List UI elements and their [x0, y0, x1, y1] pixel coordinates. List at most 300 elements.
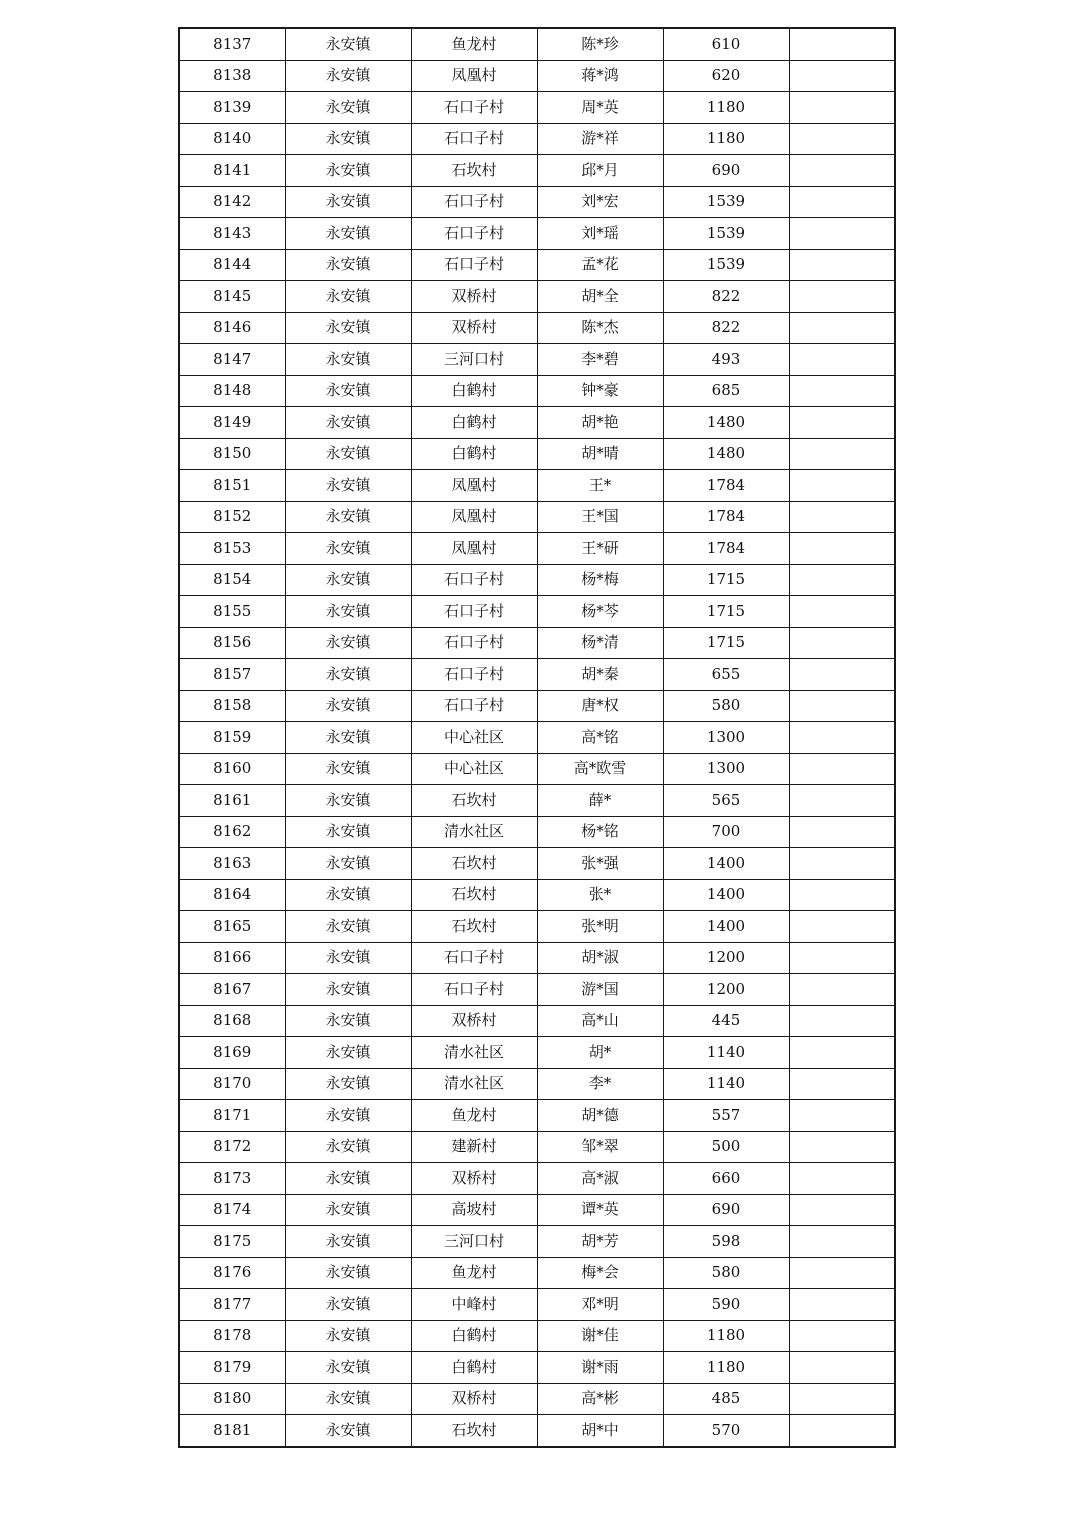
table-row [179, 1100, 895, 1132]
note-cell [789, 722, 895, 754]
village-cell: 凤凰村 [411, 60, 537, 92]
row-number-cell: 8169 [179, 1037, 285, 1069]
village-cell: 石口子村 [411, 690, 537, 722]
town-cell: 永安镇 [285, 92, 411, 124]
amount-cell: 700 [663, 816, 789, 848]
village-cell: 凤凰村 [411, 533, 537, 565]
amount-cell: 590 [663, 1289, 789, 1321]
note-cell [789, 533, 895, 565]
village-cell: 双桥村 [411, 1383, 537, 1415]
town-cell: 永安镇 [285, 564, 411, 596]
note-cell [789, 596, 895, 628]
table-row [179, 1194, 895, 1226]
amount-cell: 1715 [663, 627, 789, 659]
village-cell: 清水社区 [411, 816, 537, 848]
town-cell: 永安镇 [285, 28, 411, 60]
table-row [179, 375, 895, 407]
village-cell: 石口子村 [411, 942, 537, 974]
town-cell: 永安镇 [285, 60, 411, 92]
row-number-cell: 8168 [179, 1005, 285, 1037]
note-cell [789, 92, 895, 124]
note-cell [789, 1383, 895, 1415]
row-number-cell: 8162 [179, 816, 285, 848]
table-row [179, 816, 895, 848]
amount-cell: 685 [663, 375, 789, 407]
village-cell: 石口子村 [411, 627, 537, 659]
amount-cell: 1784 [663, 533, 789, 565]
table-row [179, 249, 895, 281]
note-cell [789, 60, 895, 92]
amount-cell: 557 [663, 1100, 789, 1132]
name-cell: 王*国 [537, 501, 663, 533]
amount-cell: 493 [663, 344, 789, 376]
note-cell [789, 816, 895, 848]
amount-cell: 690 [663, 155, 789, 187]
town-cell: 永安镇 [285, 1320, 411, 1352]
village-cell: 石口子村 [411, 92, 537, 124]
amount-cell: 1140 [663, 1037, 789, 1069]
roster-table-body [179, 28, 895, 1447]
town-cell: 永安镇 [285, 785, 411, 817]
amount-cell: 655 [663, 659, 789, 691]
village-cell: 双桥村 [411, 1005, 537, 1037]
name-cell: 梅*会 [537, 1257, 663, 1289]
name-cell: 胡*德 [537, 1100, 663, 1132]
village-cell: 白鹤村 [411, 1320, 537, 1352]
amount-cell: 1140 [663, 1068, 789, 1100]
table-row [179, 1320, 895, 1352]
name-cell: 谢*雨 [537, 1352, 663, 1384]
village-cell: 石口子村 [411, 974, 537, 1006]
name-cell: 张*明 [537, 911, 663, 943]
town-cell: 永安镇 [285, 249, 411, 281]
row-number-cell: 8152 [179, 501, 285, 533]
amount-cell: 1200 [663, 974, 789, 1006]
note-cell [789, 690, 895, 722]
row-number-cell: 8173 [179, 1163, 285, 1195]
table-row [179, 92, 895, 124]
village-cell: 白鹤村 [411, 1352, 537, 1384]
town-cell: 永安镇 [285, 218, 411, 250]
row-number-cell: 8151 [179, 470, 285, 502]
table-row [179, 470, 895, 502]
table-row [179, 1383, 895, 1415]
town-cell: 永安镇 [285, 848, 411, 880]
village-cell: 石坎村 [411, 879, 537, 911]
row-number-cell: 8142 [179, 186, 285, 218]
note-cell [789, 564, 895, 596]
table-row [179, 1131, 895, 1163]
name-cell: 胡*艳 [537, 407, 663, 439]
name-cell: 胡*中 [537, 1415, 663, 1447]
name-cell: 薛* [537, 785, 663, 817]
village-cell: 中心社区 [411, 753, 537, 785]
name-cell: 胡*全 [537, 281, 663, 313]
table-row [179, 659, 895, 691]
amount-cell: 598 [663, 1226, 789, 1258]
name-cell: 张*强 [537, 848, 663, 880]
amount-cell: 1715 [663, 596, 789, 628]
row-number-cell: 8143 [179, 218, 285, 250]
table-row [179, 785, 895, 817]
amount-cell: 565 [663, 785, 789, 817]
table-row [179, 879, 895, 911]
table-row [179, 407, 895, 439]
name-cell: 蒋*鸿 [537, 60, 663, 92]
village-cell: 双桥村 [411, 1163, 537, 1195]
note-cell [789, 1068, 895, 1100]
table-row [179, 1068, 895, 1100]
note-cell [789, 438, 895, 470]
amount-cell: 445 [663, 1005, 789, 1037]
row-number-cell: 8160 [179, 753, 285, 785]
table-row [179, 1163, 895, 1195]
note-cell [789, 1257, 895, 1289]
name-cell: 刘*瑶 [537, 218, 663, 250]
table-row [179, 1005, 895, 1037]
name-cell: 高*彬 [537, 1383, 663, 1415]
table-row [179, 123, 895, 155]
amount-cell: 1300 [663, 753, 789, 785]
row-number-cell: 8144 [179, 249, 285, 281]
town-cell: 永安镇 [285, 470, 411, 502]
note-cell [789, 1289, 895, 1321]
name-cell: 孟*花 [537, 249, 663, 281]
name-cell: 高*铭 [537, 722, 663, 754]
name-cell: 胡* [537, 1037, 663, 1069]
village-cell: 石口子村 [411, 659, 537, 691]
note-cell [789, 501, 895, 533]
amount-cell: 1180 [663, 92, 789, 124]
table-row [179, 28, 895, 60]
town-cell: 永安镇 [285, 627, 411, 659]
town-cell: 永安镇 [285, 659, 411, 691]
note-cell [789, 344, 895, 376]
town-cell: 永安镇 [285, 690, 411, 722]
name-cell: 谢*佳 [537, 1320, 663, 1352]
village-cell: 石坎村 [411, 1415, 537, 1447]
row-number-cell: 8154 [179, 564, 285, 596]
table-row [179, 281, 895, 313]
note-cell [789, 1415, 895, 1447]
row-number-cell: 8164 [179, 879, 285, 911]
name-cell: 邓*明 [537, 1289, 663, 1321]
note-cell [789, 911, 895, 943]
amount-cell: 570 [663, 1415, 789, 1447]
row-number-cell: 8155 [179, 596, 285, 628]
amount-cell: 1539 [663, 249, 789, 281]
note-cell [789, 1226, 895, 1258]
table-row [179, 1289, 895, 1321]
name-cell: 钟*豪 [537, 375, 663, 407]
row-number-cell: 8179 [179, 1352, 285, 1384]
village-cell: 石口子村 [411, 218, 537, 250]
note-cell [789, 186, 895, 218]
town-cell: 永安镇 [285, 186, 411, 218]
name-cell: 胡*秦 [537, 659, 663, 691]
row-number-cell: 8153 [179, 533, 285, 565]
row-number-cell: 8148 [179, 375, 285, 407]
row-number-cell: 8158 [179, 690, 285, 722]
name-cell: 杨*梅 [537, 564, 663, 596]
name-cell: 王* [537, 470, 663, 502]
note-cell [789, 1005, 895, 1037]
row-number-cell: 8140 [179, 123, 285, 155]
name-cell: 邱*月 [537, 155, 663, 187]
name-cell: 谭*英 [537, 1194, 663, 1226]
town-cell: 永安镇 [285, 974, 411, 1006]
town-cell: 永安镇 [285, 1005, 411, 1037]
town-cell: 永安镇 [285, 123, 411, 155]
note-cell [789, 1194, 895, 1226]
town-cell: 永安镇 [285, 596, 411, 628]
name-cell: 陈*杰 [537, 312, 663, 344]
table-row [179, 942, 895, 974]
village-cell: 中峰村 [411, 1289, 537, 1321]
table-row [179, 1257, 895, 1289]
town-cell: 永安镇 [285, 1383, 411, 1415]
note-cell [789, 974, 895, 1006]
name-cell: 李* [537, 1068, 663, 1100]
amount-cell: 500 [663, 1131, 789, 1163]
town-cell: 永安镇 [285, 1131, 411, 1163]
row-number-cell: 8174 [179, 1194, 285, 1226]
note-cell [789, 1320, 895, 1352]
note-cell [789, 249, 895, 281]
village-cell: 石口子村 [411, 249, 537, 281]
amount-cell: 580 [663, 690, 789, 722]
town-cell: 永安镇 [285, 407, 411, 439]
town-cell: 永安镇 [285, 1194, 411, 1226]
town-cell: 永安镇 [285, 1257, 411, 1289]
name-cell: 李*碧 [537, 344, 663, 376]
name-cell: 杨*清 [537, 627, 663, 659]
name-cell: 胡*淑 [537, 942, 663, 974]
row-number-cell: 8159 [179, 722, 285, 754]
name-cell: 高*淑 [537, 1163, 663, 1195]
amount-cell: 1400 [663, 879, 789, 911]
amount-cell: 822 [663, 281, 789, 313]
table-row [179, 974, 895, 1006]
amount-cell: 1200 [663, 942, 789, 974]
note-cell [789, 879, 895, 911]
row-number-cell: 8165 [179, 911, 285, 943]
note-cell [789, 942, 895, 974]
table-row [179, 186, 895, 218]
table-row [179, 1037, 895, 1069]
town-cell: 永安镇 [285, 1415, 411, 1447]
name-cell: 周*英 [537, 92, 663, 124]
village-cell: 白鹤村 [411, 438, 537, 470]
town-cell: 永安镇 [285, 1037, 411, 1069]
name-cell: 高*欧雪 [537, 753, 663, 785]
town-cell: 永安镇 [285, 942, 411, 974]
name-cell: 游*祥 [537, 123, 663, 155]
village-cell: 凤凰村 [411, 470, 537, 502]
note-cell [789, 28, 895, 60]
note-cell [789, 1131, 895, 1163]
table-row [179, 690, 895, 722]
amount-cell: 485 [663, 1383, 789, 1415]
row-number-cell: 8138 [179, 60, 285, 92]
town-cell: 永安镇 [285, 879, 411, 911]
town-cell: 永安镇 [285, 281, 411, 313]
amount-cell: 1180 [663, 1352, 789, 1384]
amount-cell: 1784 [663, 501, 789, 533]
table-row [179, 218, 895, 250]
amount-cell: 660 [663, 1163, 789, 1195]
table-row [179, 1226, 895, 1258]
town-cell: 永安镇 [285, 312, 411, 344]
name-cell: 高*山 [537, 1005, 663, 1037]
amount-cell: 1300 [663, 722, 789, 754]
note-cell [789, 785, 895, 817]
town-cell: 永安镇 [285, 344, 411, 376]
row-number-cell: 8150 [179, 438, 285, 470]
amount-cell: 1539 [663, 186, 789, 218]
amount-cell: 690 [663, 1194, 789, 1226]
town-cell: 永安镇 [285, 155, 411, 187]
note-cell [789, 753, 895, 785]
table-row [179, 753, 895, 785]
village-cell: 凤凰村 [411, 501, 537, 533]
table-row [179, 60, 895, 92]
note-cell [789, 1100, 895, 1132]
village-cell: 鱼龙村 [411, 1100, 537, 1132]
row-number-cell: 8141 [179, 155, 285, 187]
village-cell: 鱼龙村 [411, 1257, 537, 1289]
town-cell: 永安镇 [285, 1352, 411, 1384]
amount-cell: 1784 [663, 470, 789, 502]
village-cell: 白鹤村 [411, 407, 537, 439]
amount-cell: 1180 [663, 1320, 789, 1352]
table-row [179, 1352, 895, 1384]
note-cell [789, 155, 895, 187]
amount-cell: 1400 [663, 911, 789, 943]
note-cell [789, 627, 895, 659]
village-cell: 中心社区 [411, 722, 537, 754]
village-cell: 三河口村 [411, 1226, 537, 1258]
village-cell: 高坡村 [411, 1194, 537, 1226]
town-cell: 永安镇 [285, 501, 411, 533]
row-number-cell: 8171 [179, 1100, 285, 1132]
table-row [179, 533, 895, 565]
town-cell: 永安镇 [285, 911, 411, 943]
village-cell: 建新村 [411, 1131, 537, 1163]
note-cell [789, 470, 895, 502]
name-cell: 张* [537, 879, 663, 911]
row-number-cell: 8163 [179, 848, 285, 880]
amount-cell: 620 [663, 60, 789, 92]
table-row [179, 722, 895, 754]
village-cell: 石坎村 [411, 911, 537, 943]
amount-cell: 1180 [663, 123, 789, 155]
note-cell [789, 1352, 895, 1384]
name-cell: 杨*铭 [537, 816, 663, 848]
row-number-cell: 8145 [179, 281, 285, 313]
note-cell [789, 407, 895, 439]
village-cell: 清水社区 [411, 1037, 537, 1069]
row-number-cell: 8176 [179, 1257, 285, 1289]
table-row [179, 155, 895, 187]
village-cell: 清水社区 [411, 1068, 537, 1100]
row-number-cell: 8139 [179, 92, 285, 124]
amount-cell: 822 [663, 312, 789, 344]
name-cell: 邹*翠 [537, 1131, 663, 1163]
town-cell: 永安镇 [285, 753, 411, 785]
row-number-cell: 8177 [179, 1289, 285, 1321]
village-cell: 石口子村 [411, 123, 537, 155]
name-cell: 杨*芩 [537, 596, 663, 628]
village-cell: 石口子村 [411, 596, 537, 628]
town-cell: 永安镇 [285, 1163, 411, 1195]
village-cell: 石口子村 [411, 186, 537, 218]
note-cell [789, 123, 895, 155]
village-cell: 三河口村 [411, 344, 537, 376]
note-cell [789, 659, 895, 691]
table-row [179, 848, 895, 880]
row-number-cell: 8172 [179, 1131, 285, 1163]
row-number-cell: 8178 [179, 1320, 285, 1352]
roster-table [178, 27, 896, 1448]
amount-cell: 1480 [663, 438, 789, 470]
town-cell: 永安镇 [285, 1226, 411, 1258]
amount-cell: 1539 [663, 218, 789, 250]
town-cell: 永安镇 [285, 722, 411, 754]
village-cell: 石坎村 [411, 785, 537, 817]
row-number-cell: 8180 [179, 1383, 285, 1415]
town-cell: 永安镇 [285, 438, 411, 470]
name-cell: 刘*宏 [537, 186, 663, 218]
row-number-cell: 8146 [179, 312, 285, 344]
name-cell: 陈*珍 [537, 28, 663, 60]
row-number-cell: 8166 [179, 942, 285, 974]
village-cell: 石坎村 [411, 848, 537, 880]
note-cell [789, 848, 895, 880]
row-number-cell: 8175 [179, 1226, 285, 1258]
village-cell: 石口子村 [411, 564, 537, 596]
village-cell: 鱼龙村 [411, 28, 537, 60]
table-row [179, 627, 895, 659]
amount-cell: 580 [663, 1257, 789, 1289]
table-row [179, 312, 895, 344]
amount-cell: 1480 [663, 407, 789, 439]
note-cell [789, 375, 895, 407]
amount-cell: 1400 [663, 848, 789, 880]
village-cell: 白鹤村 [411, 375, 537, 407]
note-cell [789, 1037, 895, 1069]
amount-cell: 1715 [663, 564, 789, 596]
row-number-cell: 8161 [179, 785, 285, 817]
village-cell: 双桥村 [411, 281, 537, 313]
amount-cell: 610 [663, 28, 789, 60]
town-cell: 永安镇 [285, 1289, 411, 1321]
table-row [179, 564, 895, 596]
row-number-cell: 8147 [179, 344, 285, 376]
town-cell: 永安镇 [285, 1100, 411, 1132]
note-cell [789, 218, 895, 250]
name-cell: 游*国 [537, 974, 663, 1006]
row-number-cell: 8156 [179, 627, 285, 659]
table-row [179, 344, 895, 376]
table-row [179, 911, 895, 943]
row-number-cell: 8149 [179, 407, 285, 439]
village-cell: 石坎村 [411, 155, 537, 187]
name-cell: 王*研 [537, 533, 663, 565]
table-row [179, 501, 895, 533]
note-cell [789, 312, 895, 344]
table-row [179, 596, 895, 628]
